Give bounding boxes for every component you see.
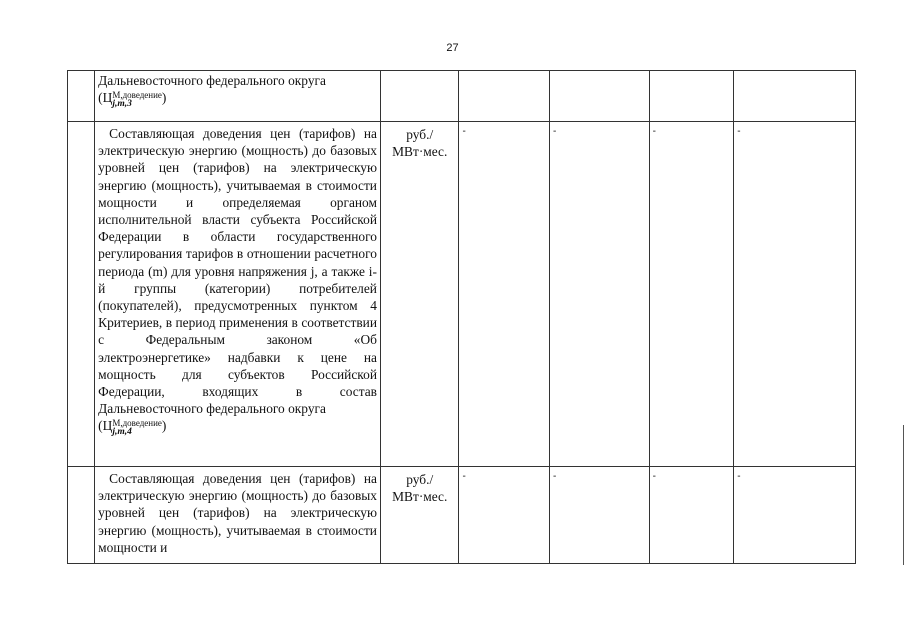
description-cell [95,71,381,122]
table-row [68,71,856,122]
formula: (Ц М,доведение j,m,4 ) [98,418,167,438]
scan-edge-line [903,425,904,565]
tariff-table [67,70,856,564]
value-cell: - [649,467,734,564]
value-cell [734,71,856,122]
description-text: Составляющая доведения цен (тарифов) на электрическую энергию (мощность) до базовых уровней цен (тарифов) на электрическую энергию (мощность), учитываемая в стоимости мощности и [98,471,377,555]
value-cell: - [734,467,856,564]
formula: (Ц М,доведение j,m,3 ) [98,90,167,110]
description-cell [95,122,381,467]
description-text: Составляющая доведения цен (тарифов) на электрическую энергию (мощность) до базовых уровней цен (тарифов) на электрическую энергию (мощность), учитываемая в стоимости мощности и определяемая органом исполнительной власти субъекта Российской Федерации в области государственного регулирования тарифов в отношении расчетного периода (m) для уровня напряжения j, а также i-й группы (категории) потребителей (покупателей), предусмотренных пунктом 4 Критериев, в период применения в соответствии с Федеральным законом «Об электроэнергетике» надбавки к цене на мощность для субъектов Российской Федерации, входящих в состав Дальневосточного федерального округа [98,126,377,417]
value-cell: - [459,467,550,564]
table-row [68,122,856,467]
value-cell: - [550,122,650,467]
value-cell [459,71,550,122]
table-row [68,467,856,564]
value-cell [550,71,650,122]
value-cell: - [459,122,550,467]
page-number: 27 [446,42,459,54]
description-cell [95,467,381,564]
row-number-cell [68,122,95,467]
unit-cell [380,71,458,122]
value-cell: - [649,122,734,467]
row-number-cell [68,467,95,564]
value-cell [649,71,734,122]
row-number-cell [68,71,95,122]
description-text: Дальневосточного федерального округа [98,73,326,88]
unit-cell: руб./ МВт·мес. [380,122,458,467]
unit-cell: руб./ МВт·мес. [380,467,458,564]
value-cell: - [550,467,650,564]
value-cell: - [734,122,856,467]
